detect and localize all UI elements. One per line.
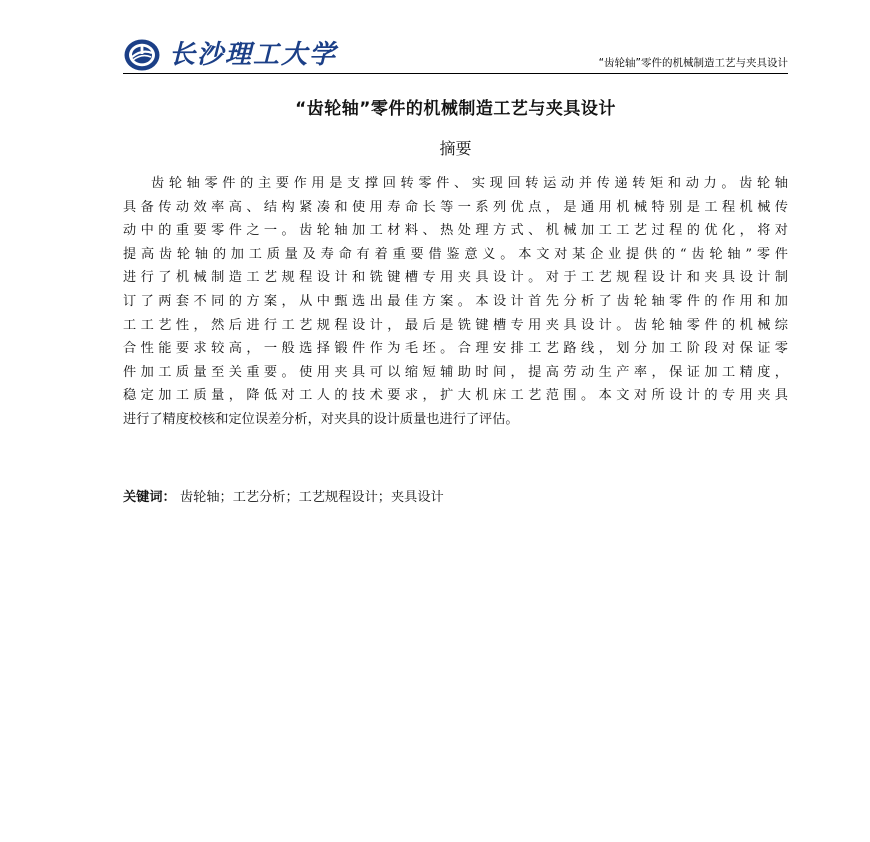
abstract-line: 齿轮轴零件的主要作用是支撑回转零件、实现回转运动并传递转矩和动力。齿轮轴 [151,176,788,191]
abstract-body [123,172,788,432]
header-divider [123,73,788,74]
abstract-heading: 摘要 [439,139,472,158]
abstract-line: 具备传动效率高、结构紧凑和使用寿命长等一系列优点，是通用机械特别是工程机械传 [123,199,788,215]
keywords-label: 关键词： [123,490,176,505]
abstract-line: 合性能要求较高，一般选择锻件作为毛坯。合理安排工艺路线，划分加工阶段对保证零 [123,341,788,357]
page-header [123,38,788,74]
abstract-line: 进行了机械制造工艺规程设计和铣键槽专用夹具设计。对于工艺规程设计和夹具设计制 [123,270,788,286]
keywords [123,486,444,505]
abstract-line: 动中的重要零件之一。齿轮轴加工材料、热处理方式、机械加工工艺过程的优化，将对 [123,223,788,239]
abstract-line: 进行了精度校核和定位误差分析，对夹具的设计质量也进行了评估。 [123,411,519,427]
university-logo [123,38,337,72]
abstract-line: 工工艺性，然后进行工艺规程设计，最后是铣键槽专用夹具设计。齿轮轴零件的机械综 [123,317,788,333]
abstract-line: 稳定加工质量，降低对工人的技术要求，扩大机床工艺范围。本文对所设计的专用夹具 [123,388,788,404]
abstract-line: 订了两套不同的方案，从中甄选出最佳方案。本设计首先分析了齿轮轴零件的作用和加 [123,293,788,309]
university-emblem-icon [123,38,161,72]
running-title: “齿轮轴”零件的机械制造工艺与夹具设计 [598,57,788,69]
university-name: 长沙理工大学 [169,40,338,70]
keywords-text: 齿轮轴；工艺分析；工艺规程设计；夹具设计 [179,490,444,505]
thesis-title: “齿轮轴”零件的机械制造工艺与夹具设计 [295,99,616,119]
abstract-line: 提高齿轮轴的加工质量及寿命有着重要借鉴意义。本文对某企业提供的“齿轮轴”零件 [123,246,788,262]
abstract-line: 件加工质量至关重要。使用夹具可以缩短辅助时间，提高劳动生产率，保证加工精度， [123,364,788,380]
